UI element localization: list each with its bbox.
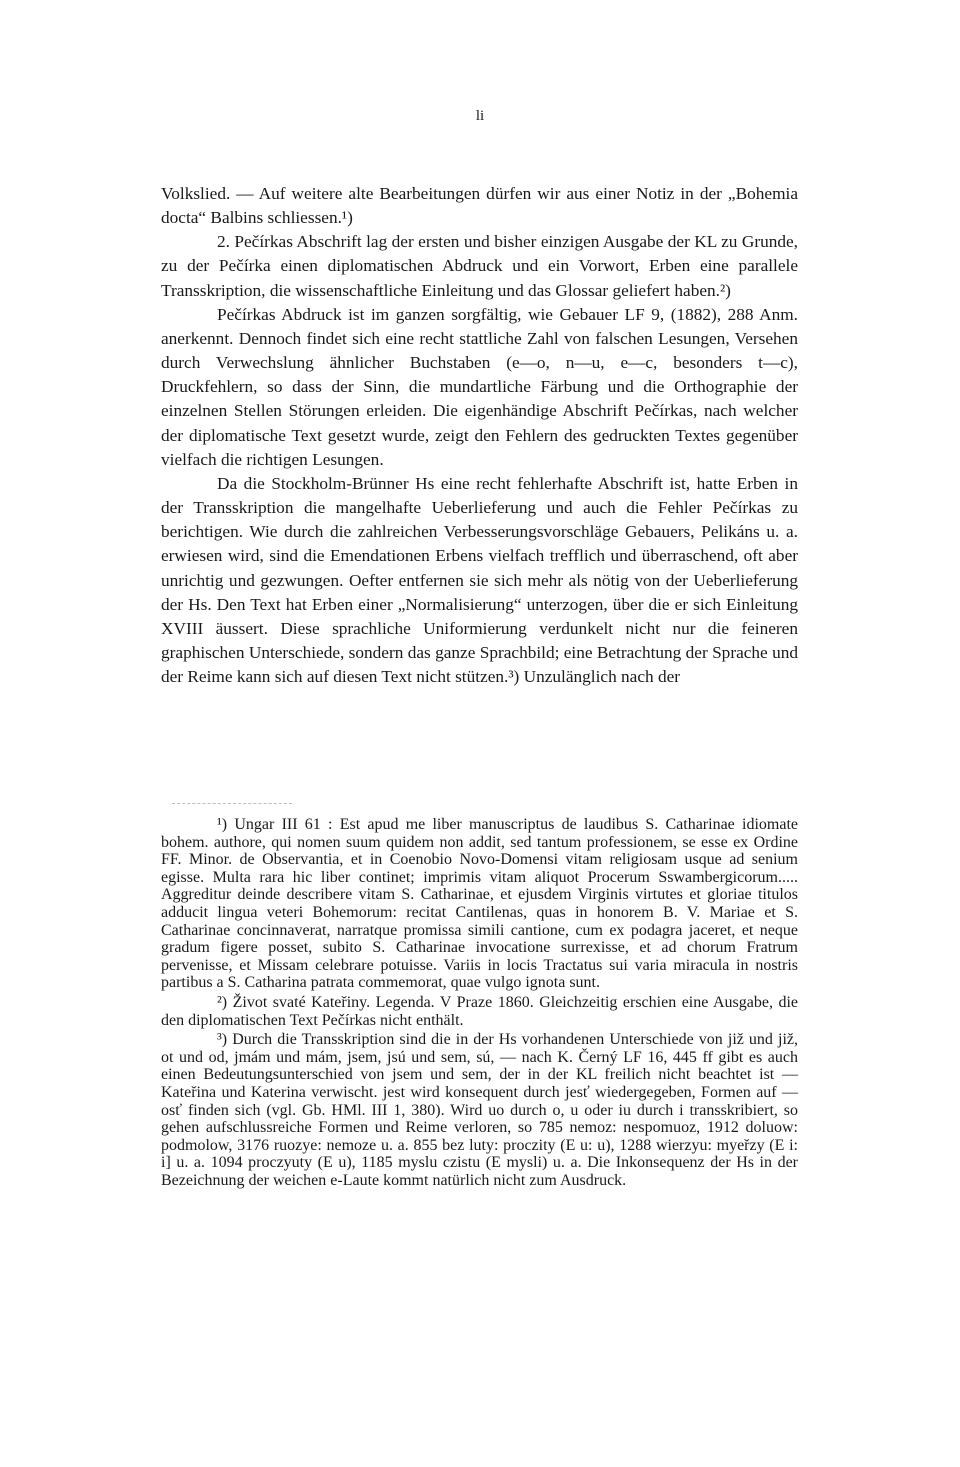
- page-number: li: [475, 108, 485, 124]
- paragraph: 2. Pečírkas Abschrift lag der ersten und bisher einzigen Ausgabe der KL zu Grunde, zu der Pečírka einen diplomatischen Abdruck und ein Vorwort, Erben eine parallele Transskription, die wissenschaftliche Einleitung und das Glossar geliefert haben.²): [161, 232, 798, 300]
- footnote: ²) Život svaté Kateřiny. Legenda. V Praze 1860. Gleichzeitig erschien eine Ausgabe, die den diplomatischen Text Pečírkas nicht enthält.: [161, 993, 798, 1029]
- footnote: ¹) Ungar III 61 : Est apud me liber manuscriptus de laudibus S. Catharinae idiomate bohem. authore, qui nomen suum quidem non addit, sed tantum professionem, se esse ex Ordine FF. Minor. de Observantia, et in Coenobio Novo-Domensi vitam religiosam usque ad senium egisse. Multa rara hic liber continet; imprimis vitam aliquot Procerum Sswambergicorum..... Aggreditur deinde describere vitam S. Catharinae, et ejusdem Virginis virtutes et gloriae titulos adducit lingua veteri Bohemorum: recitat Cantilenas, quas in honorem B. V. Mariae et S. Catharinae concinnaverat, narratque promissa simili cantione, cum ex podagra jaceret, et neque gradum figere posset, subito S. Catharinae invocatione surrexisse, et ad chorum Fratrum pervenisse, et Missam celebrare potuisse. Variis in locis Tractatus sui varia miracula in nostris partibus a S. Catharina patrata commemorat, quae vulgo ignota sunt.: [161, 816, 798, 992]
- paragraph: Pečírkas Abdruck ist im ganzen sorgfältig, wie Gebauer LF 9, (1882), 288 Anm. anerkennt. Dennoch findet sich eine recht stattliche Zahl von falschen Lesungen, Versehen durch Verwechslung ähnlicher Buchstaben (e—o, n—u, e—c, besonders t—c), Druckfehlern, so dass der Sinn, die mundartliche Färbung und die Orthographie der einzelnen Stellen Störungen erleiden. Die eigenhändige Abschrift Pečírkas, nach welcher der diplomatische Text gesetzt wurde, zeigt den Fehlern des gedruckten Textes gegenüber vielfach die richtigen Lesungen.: [161, 304, 798, 469]
- footnote-separator: [172, 803, 292, 804]
- footnotes: [161, 816, 798, 1189]
- paragraph: Volkslied. — Auf weitere alte Bearbeitungen dürfen wir aus einer Notiz in der „Bohemia docta“ Balbins schliessen.¹): [161, 184, 798, 228]
- main-text: [161, 182, 798, 689]
- footnote: ³) Durch die Transskription sind die in der Hs vorhandenen Unterschiede von již und již, ot und od, jmám und mám, jsem, jsú und sem, sú, — nach K. Černý LF 16, 445 ff gibt es auch einen Bedeutungsunterschied von jsem und sem, der in der KL freilich nicht beachtet ist — Kateřina und Katerina verwischt. jest wird konsequent durch jesť wiedergegeben, Formen auf — osť finden sich (vgl. Gb. HMl. III 1, 380). Wird uo durch o, u oder iu durch i transskribiert, so gehen aufschlussreiche Formen und Reime verloren, so 785 nemoz: nespomuoz, 1912 doluow: podmolow, 3176 ruozye: nemoze u. a. 855 bez luty: proczity (E u: u), 1288 wierzyu: myeřzy (E i: i] u. a. 1094 proczyuty (E u), 1185 myslu czistu (E mysli) u. a. Die Inkonsequenz der Hs in der Bezeichnung der weichen e-Laute kommt natürlich nicht zum Ausdruck.: [161, 1031, 798, 1189]
- paragraph: Da die Stockholm-Brünner Hs eine recht fehlerhafte Abschrift ist, hatte Erben in der Transskription die mangelhafte Ueberlieferung und auch die Fehler Pečírkas zu berichtigen. Wie durch die zahlreichen Verbesserungsvorschläge Gebauers, Pelikáns u. a. erwiesen wird, sind die Emendationen Erbens vielfach trefflich und überraschend, oft aber unrichtig und gezwungen. Oefter entfernen sie sich mehr als nötig von der Ueberlieferung der Hs. Den Text hat Erben einer „Normalisierung“ unterzogen, über die er sich Einleitung XVIII äussert. Diese sprachliche Uniformierung verdunkelt nicht nur die feineren graphischen Unterschiede, sondern das ganze Sprachbild; eine Betrachtung der Sprache und der Reime kann sich auf diesen Text nicht stützen.³) Unzulänglich nach der: [161, 473, 798, 687]
